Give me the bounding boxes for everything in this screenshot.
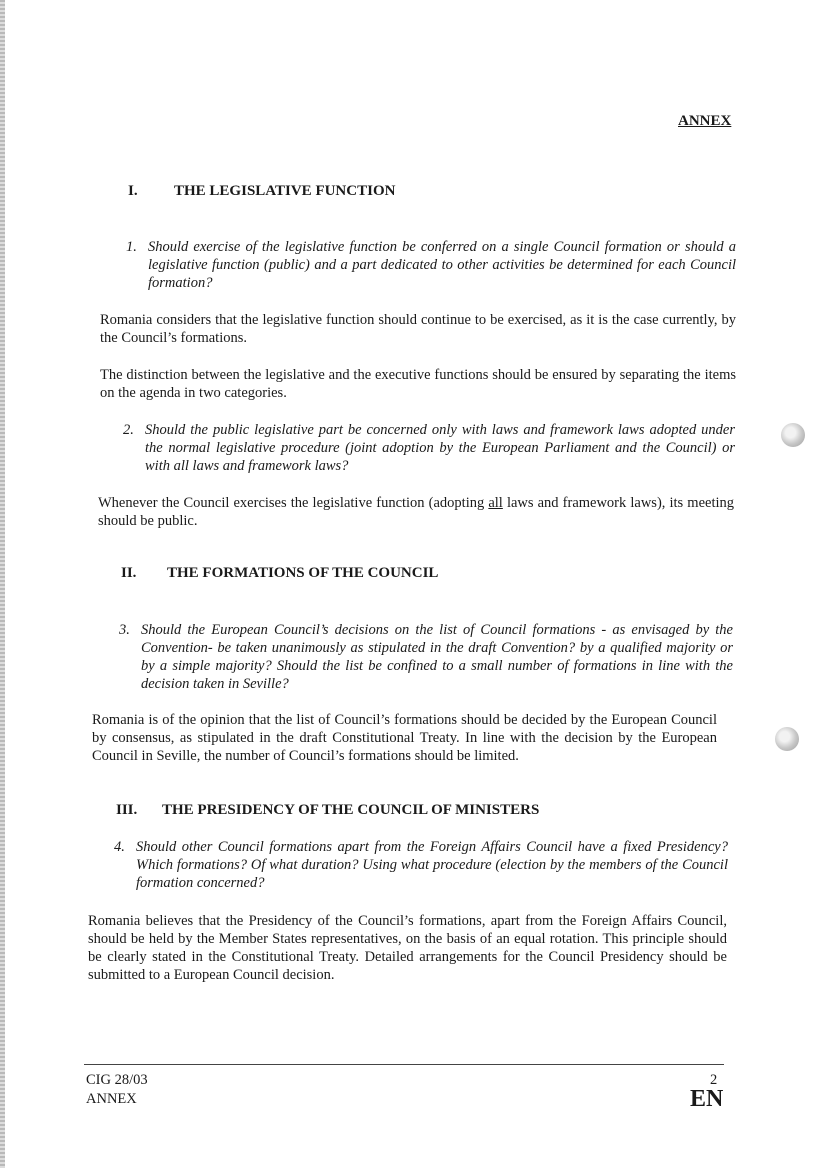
punch-hole	[775, 727, 799, 751]
question-number: 2.	[123, 422, 134, 438]
punch-hole	[781, 423, 805, 447]
answer-1b: The distinction between the legislative and the executive functions should be ensured by separating the items on the agenda in two categories.	[100, 367, 736, 401]
section-title: THE PRESIDENCY OF THE COUNCIL OF MINISTERS	[162, 802, 540, 818]
section-number: III.	[116, 802, 138, 818]
answer-emphasis: all	[488, 495, 503, 511]
section-heading-legislative	[128, 183, 395, 200]
footer-reference	[86, 1071, 148, 1109]
answer-text: laws and framework laws), its meeting should be public.	[98, 495, 735, 529]
question-3	[119, 621, 733, 693]
question-number: 1.	[126, 239, 137, 255]
question-1	[126, 238, 736, 292]
question-number: 4.	[114, 839, 125, 855]
footer-annex-label: ANNEX	[86, 1091, 137, 1107]
footer-doc-ref: CIG 28/03	[86, 1072, 148, 1088]
question-text: Should the European Council’s decisions on the list of Council formations - as envisaged by the Convention- be taken unanimously as stipulated in the draft Convention? by a qualified majority or by a simple majority? Should the list be confined to a small number of formations in line with the decision taken in Seville?	[141, 622, 733, 692]
section-title: THE LEGISLATIVE FUNCTION	[174, 183, 396, 199]
question-4	[114, 838, 728, 892]
footer-rule	[84, 1064, 724, 1065]
section-number: I.	[128, 183, 138, 199]
question-number: 3.	[119, 622, 130, 638]
answer-2	[98, 494, 734, 530]
scan-edge	[0, 0, 5, 1168]
answer-4: Romania believes that the Presidency of the Council’s formations, apart from the Foreign Affairs Council, should be held by the Member States representatives, on the basis of an equal rotation. This principle should be clearly stated in the Constitutional Treaty. Detailed arrangements for the Council Presidency should be submitted to a European Council decision.	[88, 913, 727, 983]
answer-1a: Romania considers that the legislative function should continue to be exercised, as it is the case currently, by the Council’s formations.	[100, 312, 736, 346]
question-text: Should the public legislative part be concerned only with laws and framework laws adopted under the normal legislative procedure (joint adoption by the European Parliament and the Council) or with all laws and framework laws?	[145, 422, 735, 474]
answer-text: Whenever the Council exercises the legislative function (adopting	[98, 495, 489, 511]
language-code: EN	[690, 1086, 724, 1112]
section-heading-presidency	[116, 802, 539, 819]
annex-title: ANNEX	[678, 113, 732, 129]
question-2	[123, 421, 735, 475]
question-text: Should other Council formations apart from the Foreign Affairs Council have a fixed Presidency? Which formations? Of what duration? Using what procedure (election by the members of the Council formation concerned?	[136, 839, 728, 891]
section-number: II.	[121, 565, 137, 581]
page-number: 2	[710, 1072, 718, 1088]
question-text: Should exercise of the legislative function be conferred on a single Council formation or should a legislative function (public) and a part dedicated to other activities be determined for each Council formation?	[148, 239, 736, 291]
section-heading-formations	[121, 565, 438, 582]
answer-3: Romania is of the opinion that the list of Council’s formations should be decided by the European Council by consensus, as stipulated in the draft Constitutional Treaty. In line with the decision by the European Council in Seville, the number of Council’s formations should be limited.	[92, 712, 717, 764]
section-title: THE FORMATIONS OF THE COUNCIL	[167, 565, 439, 581]
